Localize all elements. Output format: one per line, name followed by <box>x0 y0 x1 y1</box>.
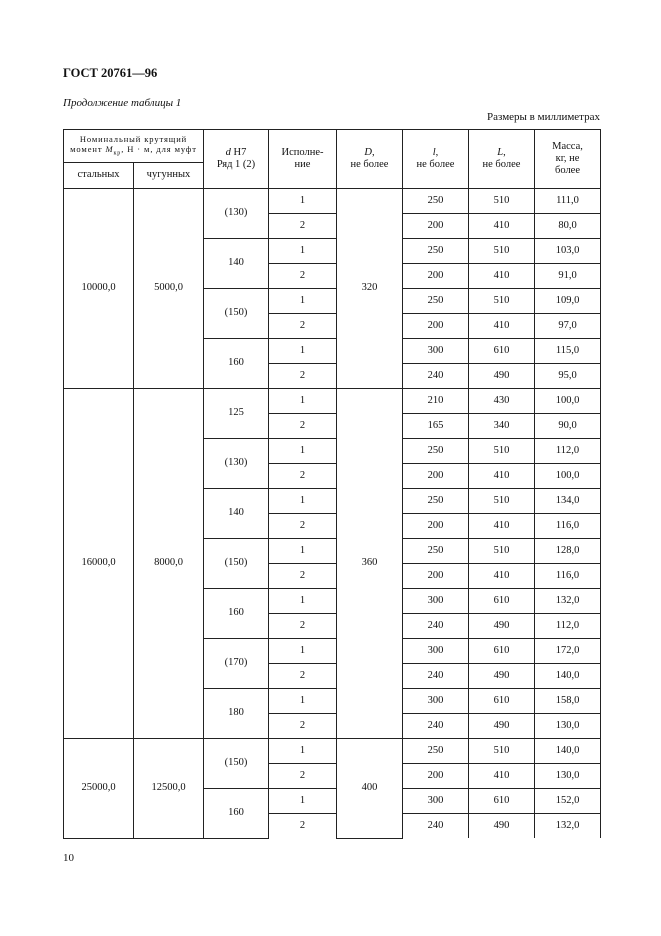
cell-L: 510 <box>469 539 535 564</box>
cell-execution: 2 <box>269 414 337 439</box>
cell-l: 200 <box>403 764 469 789</box>
cell-mass: 95,0 <box>535 364 601 389</box>
cell-l: 200 <box>403 464 469 489</box>
units-note: Размеры в миллиметрах <box>487 111 600 123</box>
cell-mass: 132,0 <box>535 814 601 839</box>
cell-execution: 1 <box>269 689 337 714</box>
standard-code: ГОСТ 20761—96 <box>63 66 158 80</box>
cell-mass: 97,0 <box>535 314 601 339</box>
cell-cast-iron-torque: 8000,0 <box>134 389 204 739</box>
cell-l: 300 <box>403 789 469 814</box>
cell-L: 430 <box>469 389 535 414</box>
cell-steel-torque: 25000,0 <box>64 739 134 839</box>
cell-steel-torque: 16000,0 <box>64 389 134 739</box>
cell-l: 300 <box>403 689 469 714</box>
header-D: D, не более <box>337 130 403 189</box>
cell-L: 410 <box>469 214 535 239</box>
cell-execution: 2 <box>269 714 337 739</box>
cell-mass: 130,0 <box>535 714 601 739</box>
table-continuation-caption: Продолжение таблицы 1 <box>63 97 182 109</box>
cell-L: 410 <box>469 314 535 339</box>
cell-l: 250 <box>403 489 469 514</box>
cell-execution: 1 <box>269 639 337 664</box>
cell-l: 210 <box>403 389 469 414</box>
cell-execution: 1 <box>269 189 337 214</box>
cell-mass: 140,0 <box>535 664 601 689</box>
cell-L: 610 <box>469 789 535 814</box>
cell-L: 410 <box>469 514 535 539</box>
cell-mass: 172,0 <box>535 639 601 664</box>
cell-mass: 116,0 <box>535 514 601 539</box>
table-row <box>64 389 601 414</box>
cell-steel-torque: 10000,0 <box>64 189 134 389</box>
header-L: L, не более <box>469 130 535 189</box>
header-execution: Исполне- ние <box>269 130 337 189</box>
header-d: d H7 Ряд 1 (2) <box>204 130 269 189</box>
page-number: 10 <box>63 852 74 864</box>
cell-d: (150) <box>204 739 269 789</box>
cell-mass: 80,0 <box>535 214 601 239</box>
cell-L: 410 <box>469 264 535 289</box>
cell-mass: 158,0 <box>535 689 601 714</box>
header-mass: Масса, кг, не более <box>535 130 601 189</box>
cell-L: 410 <box>469 564 535 589</box>
cell-d: (150) <box>204 289 269 339</box>
cell-d: 160 <box>204 789 269 839</box>
cell-l: 240 <box>403 364 469 389</box>
cell-mass: 100,0 <box>535 389 601 414</box>
cell-L: 510 <box>469 739 535 764</box>
cell-mass: 134,0 <box>535 489 601 514</box>
cell-d: 160 <box>204 339 269 389</box>
cell-execution: 1 <box>269 439 337 464</box>
cell-execution: 2 <box>269 214 337 239</box>
cell-execution: 2 <box>269 764 337 789</box>
cell-D: 320 <box>337 189 403 389</box>
cell-l: 200 <box>403 214 469 239</box>
cell-L: 410 <box>469 464 535 489</box>
cell-execution: 1 <box>269 539 337 564</box>
cell-execution: 2 <box>269 514 337 539</box>
table-body <box>64 189 601 839</box>
cell-execution: 1 <box>269 339 337 364</box>
cell-L: 410 <box>469 764 535 789</box>
cell-l: 250 <box>403 239 469 264</box>
cell-l: 200 <box>403 314 469 339</box>
cell-l: 300 <box>403 339 469 364</box>
cell-mass: 132,0 <box>535 589 601 614</box>
cell-execution: 1 <box>269 239 337 264</box>
cell-L: 610 <box>469 689 535 714</box>
cell-d: 160 <box>204 589 269 639</box>
cell-mass: 128,0 <box>535 539 601 564</box>
cell-mass: 115,0 <box>535 339 601 364</box>
cell-mass: 152,0 <box>535 789 601 814</box>
cell-L: 610 <box>469 589 535 614</box>
cell-mass: 130,0 <box>535 764 601 789</box>
cell-D: 400 <box>337 739 403 839</box>
cell-d: (130) <box>204 439 269 489</box>
cell-l: 200 <box>403 514 469 539</box>
cell-l: 240 <box>403 814 469 839</box>
table-header <box>64 130 601 189</box>
cell-L: 510 <box>469 239 535 264</box>
cell-l: 165 <box>403 414 469 439</box>
cell-execution: 1 <box>269 289 337 314</box>
cell-l: 200 <box>403 264 469 289</box>
cell-d: (150) <box>204 539 269 589</box>
cell-execution: 1 <box>269 389 337 414</box>
cell-l: 300 <box>403 589 469 614</box>
dimensions-table <box>63 129 601 839</box>
cell-L: 490 <box>469 614 535 639</box>
cell-l: 250 <box>403 289 469 314</box>
cell-execution: 2 <box>269 314 337 339</box>
cell-l: 300 <box>403 639 469 664</box>
cell-execution: 2 <box>269 614 337 639</box>
cell-mass: 140,0 <box>535 739 601 764</box>
cell-d: 180 <box>204 689 269 739</box>
cell-mass: 112,0 <box>535 439 601 464</box>
cell-execution: 2 <box>269 264 337 289</box>
cell-l: 250 <box>403 739 469 764</box>
cell-d: (130) <box>204 189 269 239</box>
header-cast-iron: чугунных <box>134 163 204 189</box>
cell-execution: 1 <box>269 789 337 814</box>
cell-L: 510 <box>469 439 535 464</box>
cell-l: 250 <box>403 539 469 564</box>
cell-execution: 2 <box>269 664 337 689</box>
cell-L: 510 <box>469 489 535 514</box>
cell-L: 340 <box>469 414 535 439</box>
cell-l: 240 <box>403 714 469 739</box>
cell-execution: 1 <box>269 589 337 614</box>
cell-l: 240 <box>403 614 469 639</box>
cell-D: 360 <box>337 389 403 739</box>
header-l: l, не более <box>403 130 469 189</box>
cell-mass: 109,0 <box>535 289 601 314</box>
cell-mass: 100,0 <box>535 464 601 489</box>
cell-execution: 1 <box>269 489 337 514</box>
cell-cast-iron-torque: 5000,0 <box>134 189 204 389</box>
cell-execution: 2 <box>269 464 337 489</box>
cell-l: 240 <box>403 664 469 689</box>
cell-L: 510 <box>469 289 535 314</box>
cell-L: 610 <box>469 339 535 364</box>
table-row <box>64 739 601 764</box>
cell-d: (170) <box>204 639 269 689</box>
cell-mass: 112,0 <box>535 614 601 639</box>
cell-execution: 2 <box>269 364 337 389</box>
cell-cast-iron-torque: 12500,0 <box>134 739 204 839</box>
cell-mass: 103,0 <box>535 239 601 264</box>
cell-mass: 111,0 <box>535 189 601 214</box>
cell-L: 490 <box>469 814 535 839</box>
table-row <box>64 189 601 214</box>
cell-execution: 1 <box>269 739 337 764</box>
cell-l: 200 <box>403 564 469 589</box>
header-steel: стальных <box>64 163 134 189</box>
cell-L: 510 <box>469 189 535 214</box>
cell-mass: 91,0 <box>535 264 601 289</box>
cell-d: 125 <box>204 389 269 439</box>
cell-execution: 2 <box>269 564 337 589</box>
cell-execution: 2 <box>269 814 337 839</box>
cell-l: 250 <box>403 439 469 464</box>
cell-d: 140 <box>204 489 269 539</box>
cell-L: 490 <box>469 364 535 389</box>
cell-L: 490 <box>469 714 535 739</box>
cell-l: 250 <box>403 189 469 214</box>
cell-d: 140 <box>204 239 269 289</box>
header-nominal-torque: Номинальный крутящий момент $M_{кр}$, Н · м, для муфт <box>64 130 204 163</box>
cell-L: 490 <box>469 664 535 689</box>
cell-mass: 116,0 <box>535 564 601 589</box>
cell-mass: 90,0 <box>535 414 601 439</box>
cell-L: 610 <box>469 639 535 664</box>
